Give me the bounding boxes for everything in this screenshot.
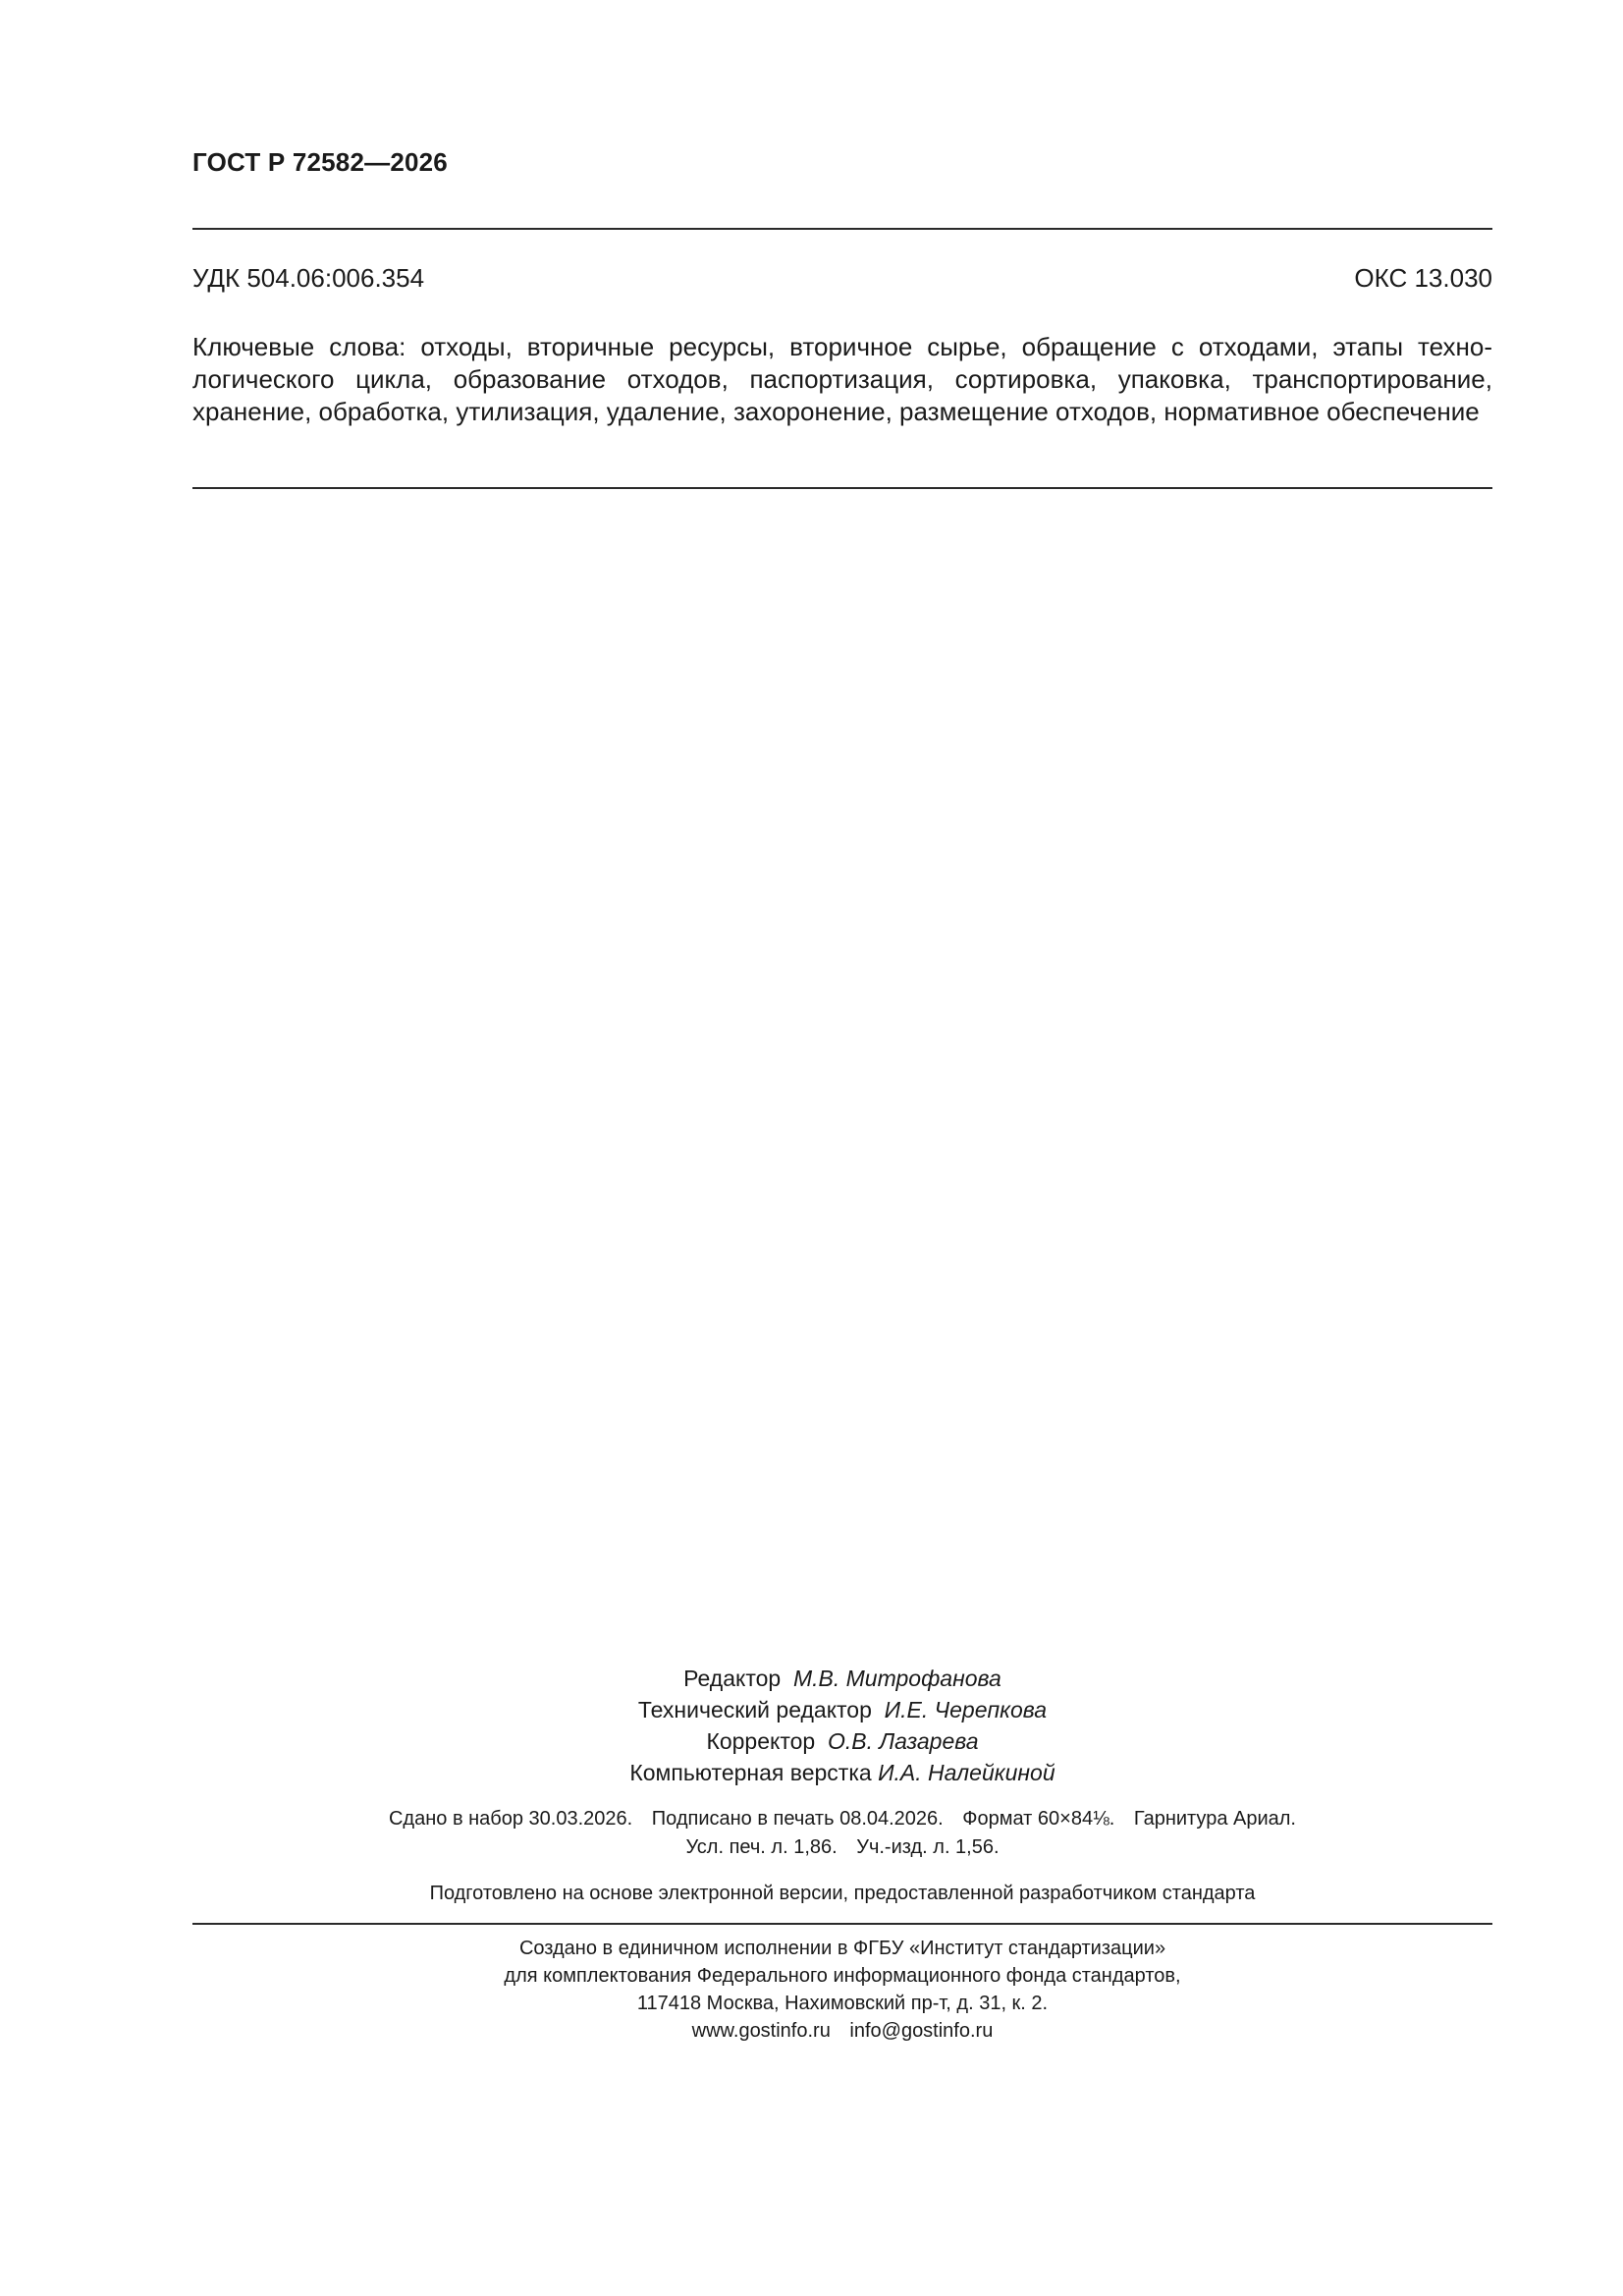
publisher-address: 117418 Москва, Нахимовский пр-т, д. 31, к. 2. xyxy=(636,1993,1049,2014)
footer-divider xyxy=(192,1923,1492,1925)
corrector-label: Корректор xyxy=(706,1728,816,1754)
publisher-line-2: для комплектования Федерального информационного фонда стандартов, xyxy=(504,1965,1181,1987)
layout-row xyxy=(192,1757,1492,1788)
corrector-name: О.В. Лазарева xyxy=(827,1728,979,1754)
corrector-row xyxy=(192,1725,1492,1757)
print-info-line-1 xyxy=(192,1805,1492,1833)
publisher-block xyxy=(192,1935,1492,2045)
signed-date: Подписано в печать 08.04.2026. xyxy=(651,1808,944,1830)
typeface: Гарнитура Ариал. xyxy=(1133,1808,1296,1830)
keywords-divider xyxy=(192,487,1492,489)
publication-sheets: Уч.-изд. л. 1,56. xyxy=(856,1836,1000,1858)
editor-row xyxy=(192,1663,1492,1694)
layout-label: Компьютерная верстка xyxy=(629,1760,872,1785)
editor-name: М.В. Митрофанова xyxy=(792,1666,1001,1691)
header-divider xyxy=(192,228,1492,230)
print-info-block xyxy=(192,1805,1492,1862)
print-sheets: Усл. печ. л. 1,86. xyxy=(685,1836,838,1858)
oks-code: ОКС 13.030 xyxy=(1354,263,1492,293)
publisher-contacts xyxy=(192,2017,1492,2045)
publisher-line-1: Создано в единичном исполнении в ФГБУ «Институт стандартизации» xyxy=(518,1938,1166,1959)
document-code: ГОСТ Р 72582—2026 xyxy=(192,147,448,177)
website-link[interactable]: www.gostinfo.ru xyxy=(691,2020,831,2042)
email-link[interactable]: info@gostinfo.ru xyxy=(849,2020,994,2042)
tech-editor-name: И.Е. Черепкова xyxy=(884,1697,1048,1722)
udk-code: УДК 504.06:006.354 xyxy=(192,263,425,293)
paper-format: Формат 60×84⅛. xyxy=(962,1808,1115,1830)
prepared-note: Подготовлено на основе электронной версии, предоставленной разработчиком стандарта xyxy=(429,1883,1256,1904)
layout-name: И.А. Налейкиной xyxy=(878,1760,1055,1785)
print-info-line-2 xyxy=(192,1833,1492,1862)
credits-block xyxy=(192,1663,1492,1788)
editor-label: Редактор xyxy=(683,1666,782,1691)
keywords-paragraph: Ключевые слова: отходы, вторичные ресурсы, вторичное сырье, обращение с отходами, этапы технологического цикла, образование отходов, паспортизация, сортировка, упаковка, транспортирование, хранение, обработка, утилизация, удаление, захоронение, размещение отходов, нормативное обеспечение xyxy=(192,332,1492,426)
tech-editor-row xyxy=(192,1694,1492,1725)
tech-editor-label: Технический редактор xyxy=(637,1697,872,1722)
submitted-date: Сдано в набор 30.03.2026. xyxy=(388,1808,633,1830)
